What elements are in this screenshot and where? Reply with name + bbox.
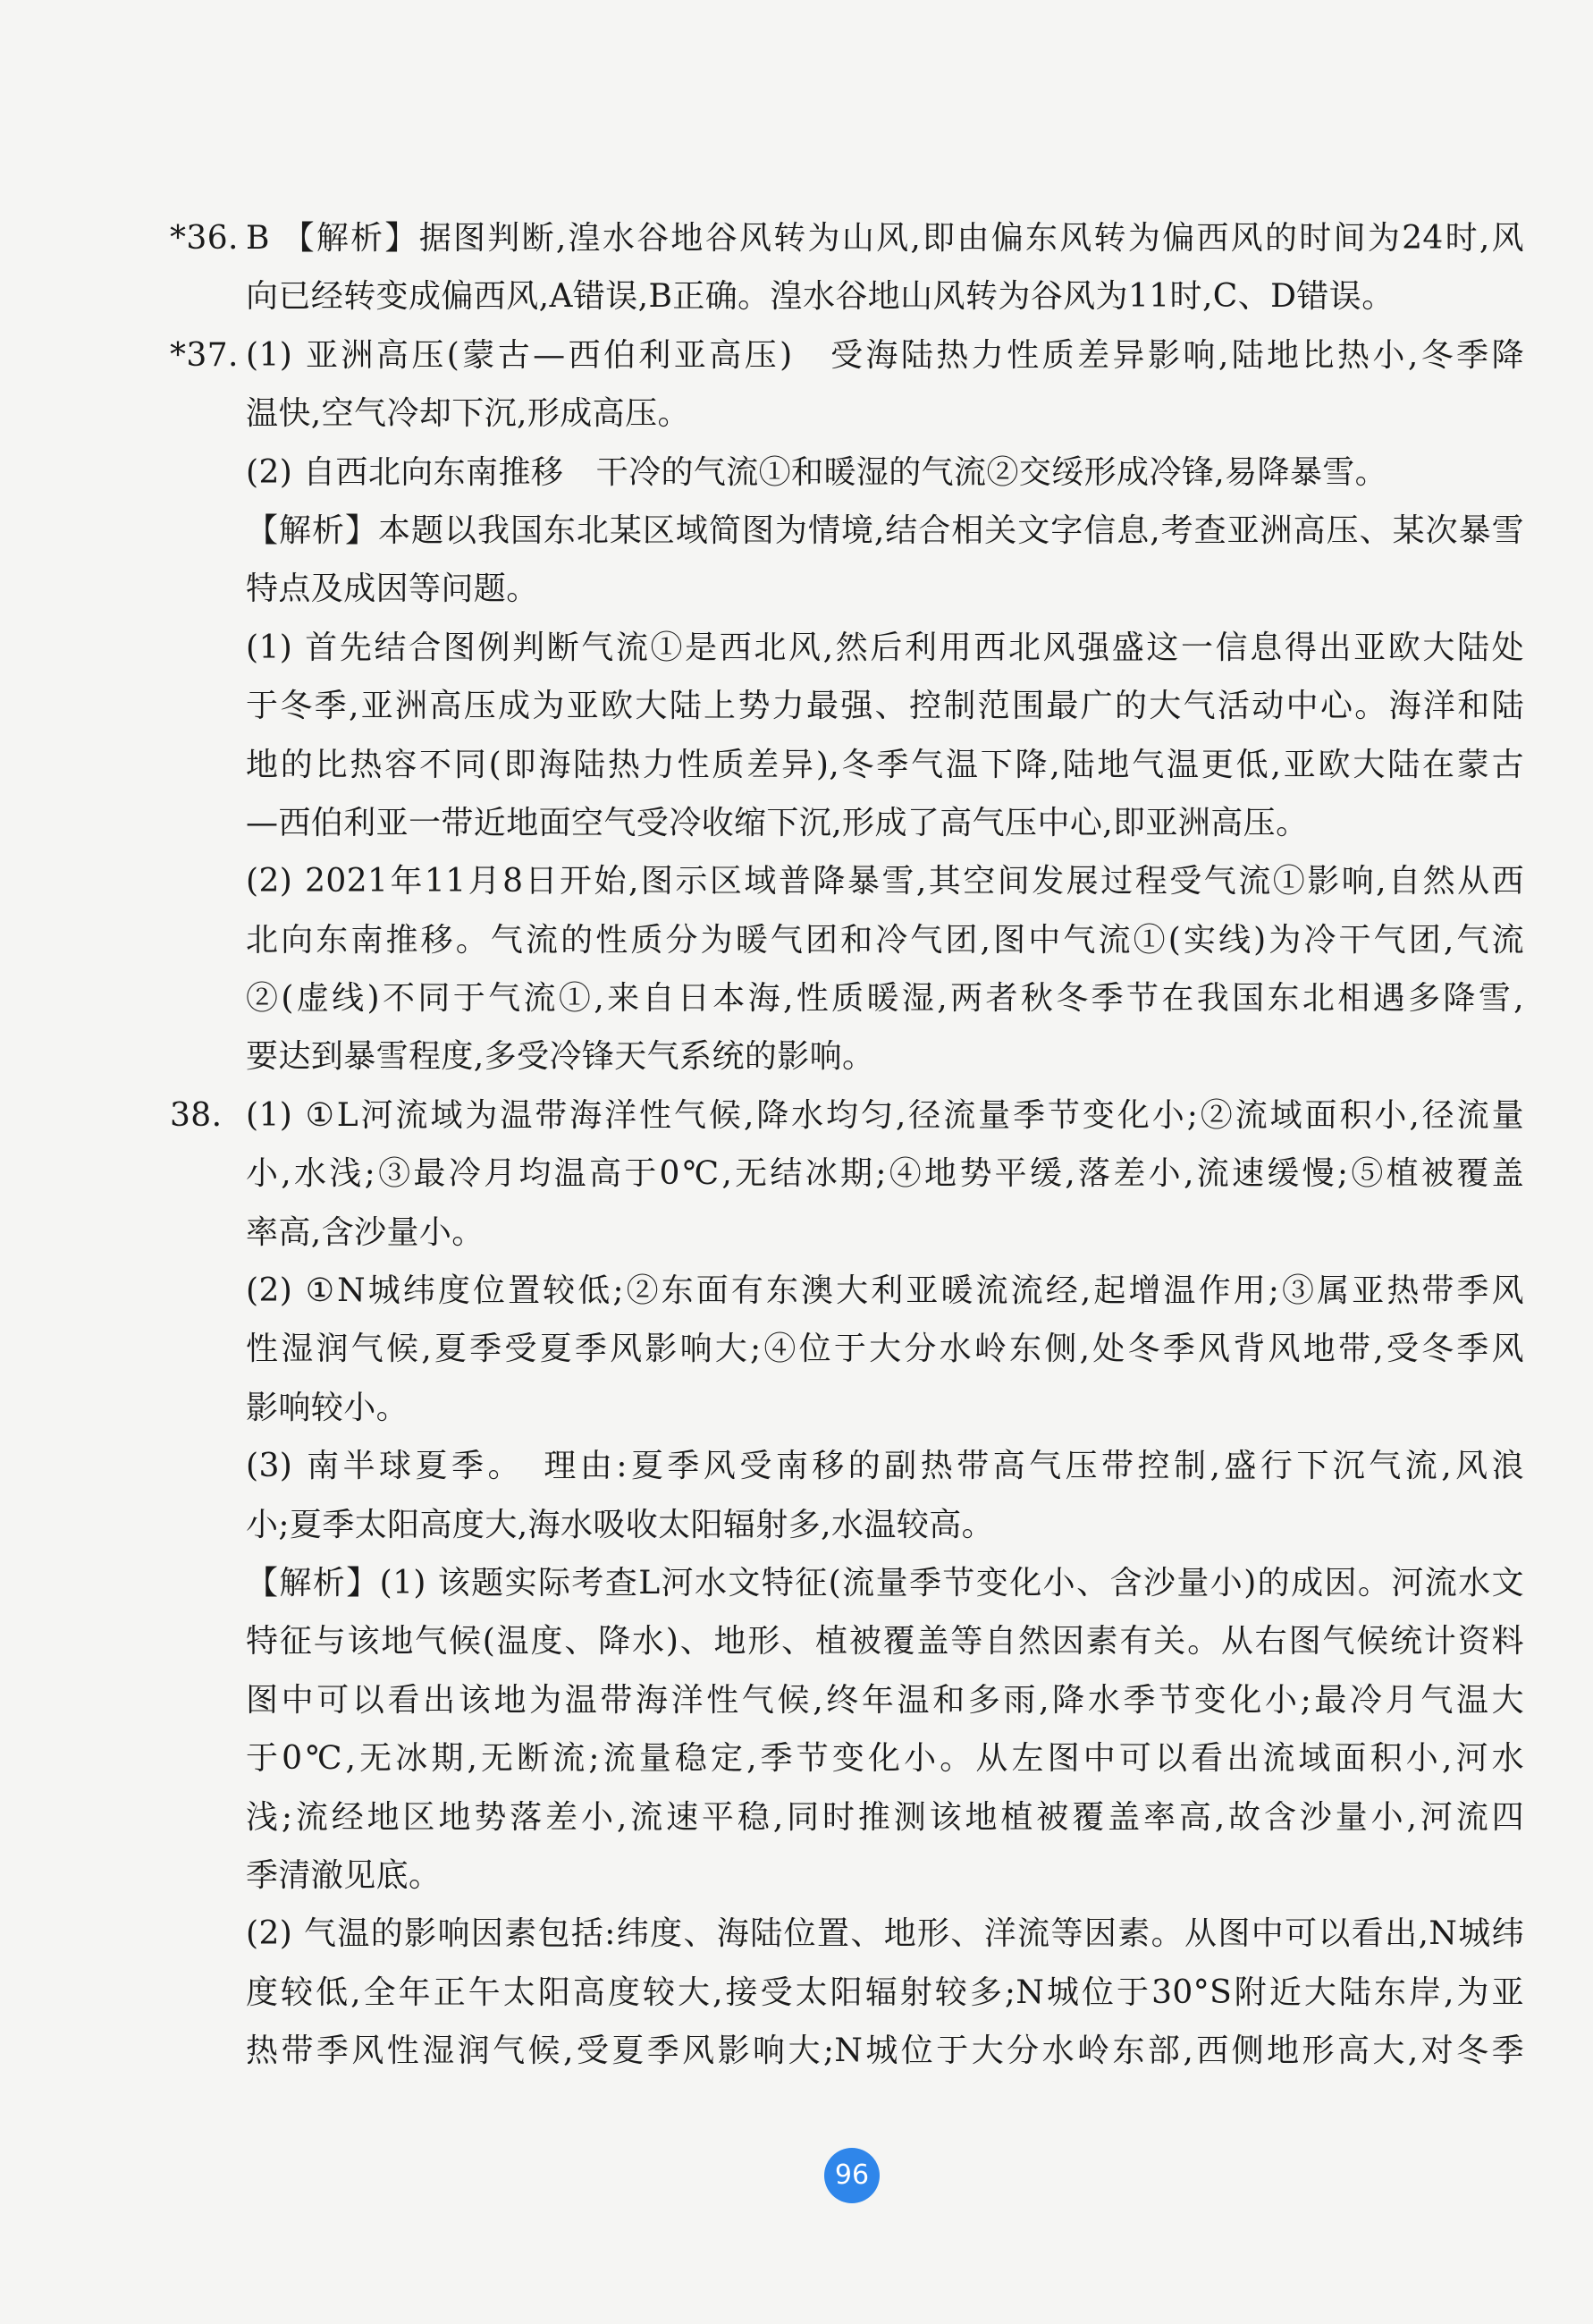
text-line	[0, 1788, 1593, 1847]
line-text: 率高,含沙量小。	[246, 1213, 485, 1251]
line-text: 于0℃,无冰期,无断流;流量稳定,季节变化小。从左图中可以看出流域面积小,河水	[246, 1740, 1524, 1778]
text-line	[0, 1847, 1593, 1905]
line-text: (1) 亚洲高压(蒙古—西伯利亚高压) 受海陆热力性质差异影响,陆地比热小,冬季降	[246, 336, 1524, 374]
text-line	[0, 209, 1593, 267]
text-line	[0, 677, 1593, 735]
line-text: 浅;流经地区地势落差小,流速平稳,同时推测该地植被覆盖率高,故含沙量小,河流四	[246, 1798, 1524, 1836]
text-line	[0, 1729, 1593, 1787]
text-line	[0, 1086, 1593, 1145]
text-line	[0, 1437, 1593, 1495]
text-line	[0, 1027, 1593, 1086]
line-text: (2) 2021年11月8日开始,图示区域普降暴雪,其空间发展过程受气流①影响,自然从西	[246, 863, 1524, 900]
line-text: (1) 首先结合图例判断气流①是西北风,然后利用西北风强盛这一信息得出亚欧大陆处	[246, 629, 1524, 666]
line-text: (3) 南半球夏季。 理由:夏季风受南移的副热带高气压带控制,盛行下沉气流,风浪	[246, 1448, 1524, 1485]
text-line	[0, 502, 1593, 560]
text-line	[0, 444, 1593, 502]
line-text: 特征与该地气候(温度、降水)、地形、植被覆盖等自然因素有关。从右图气候统计资料	[246, 1623, 1524, 1661]
line-text: 北向东南推移。气流的性质分为暖气团和冷气团,图中气流①(实线)为冷干气团,气流	[246, 921, 1524, 959]
line-text: (2) 气温的影响因素包括:纬度、海陆位置、地形、洋流等因素。从图中可以看出,N城纬	[246, 1915, 1524, 1953]
page-number-badge: 96	[824, 2148, 880, 2203]
line-text: 温快,空气冷却下沉,形成高压。	[246, 395, 690, 433]
line-text: 季清澈见底。	[246, 1856, 442, 1894]
line-text: 向已经转变成偏西风,A错误,B正确。湟水谷地山风转为谷风为11时,C、D错误。	[246, 278, 1395, 316]
text-line	[0, 1379, 1593, 1437]
text-line	[0, 267, 1593, 325]
text-line	[0, 1964, 1593, 2022]
question-number: *36.	[170, 220, 239, 257]
line-text: 于冬季,亚洲高压成为亚欧大陆上势力最强、控制范围最广的大气活动中心。海洋和陆	[246, 688, 1524, 725]
text-line	[0, 911, 1593, 969]
text-line	[0, 736, 1593, 794]
line-text: 要达到暴雪程度,多受冷锋天气系统的影响。	[246, 1038, 875, 1076]
text-line	[0, 852, 1593, 910]
text-line	[0, 1905, 1593, 1963]
text-line	[0, 1262, 1593, 1320]
line-text: 图中可以看出该地为温带海洋性气候,终年温和多雨,降水季节变化小;最冷月气温大	[246, 1681, 1524, 1719]
line-text: 地的比热容不同(即海陆热力性质差异),冬季气温下降,陆地气温更低,亚欧大陆在蒙古	[246, 746, 1524, 783]
text-line	[0, 1554, 1593, 1612]
line-text: —西伯利亚一带近地面空气受冷收缩下沉,形成了高气压中心,即亚洲高压。	[246, 804, 1309, 841]
line-text: (1) ①L河流域为温带海洋性气候,降水均匀,径流量季节变化小;②流域面积小,径流量	[246, 1096, 1524, 1134]
line-text: 小,水浅;③最冷月均温高于0℃,无结冰期;④地势平缓,落差小,流速缓慢;⑤植被覆盖	[246, 1155, 1524, 1193]
text-line	[0, 1320, 1593, 1378]
line-text: (2) ①N城纬度位置较低;②东面有东澳大利亚暖流流经,起增温作用;③属亚热带季风	[246, 1272, 1524, 1310]
text-line	[0, 1204, 1593, 1262]
text-line	[0, 1671, 1593, 1729]
text-line	[0, 1496, 1593, 1554]
text-line	[0, 326, 1593, 385]
line-text: 热带季风性湿润气候,受夏季风影响大;N城位于大分水岭东部,西侧地形高大,对冬季	[246, 2032, 1524, 2070]
line-text: (2) 自西北向东南推移 干冷的气流①和暖湿的气流②交绥形成冷锋,易降暴雪。	[246, 453, 1388, 491]
text-line	[0, 385, 1593, 443]
text-line	[0, 969, 1593, 1027]
line-text: ②(虚线)不同于气流①,来自日本海,性质暖湿,两者秋冬季节在我国东北相遇多降雪,	[246, 980, 1524, 1018]
line-text: 特点及成因等问题。	[246, 570, 539, 608]
text-line	[0, 2022, 1593, 2080]
text-line	[0, 560, 1593, 618]
question-number: 38.	[170, 1096, 223, 1134]
line-text: 性湿润气候,夏季受夏季风影响大;④位于大分水岭东侧,处冬季风背风地带,受冬季风	[246, 1331, 1524, 1368]
line-text: 度较低,全年正午太阳高度较大,接受太阳辐射较多;N城位于30°S附近大陆东岸,为亚	[246, 1973, 1524, 2011]
line-text: 小;夏季太阳高度大,海水吸收太阳辐射多,水温较高。	[246, 1506, 995, 1543]
line-text: 影响较小。	[246, 1389, 409, 1426]
answer-text-block	[0, 209, 1593, 2081]
text-line	[0, 1145, 1593, 1203]
line-text: 【解析】本题以我国东北某区域简图为情境,结合相关文字信息,考查亚洲高压、某次暴雪	[246, 511, 1524, 549]
question-number: *37.	[170, 336, 239, 374]
line-text: B 【解析】据图判断,湟水谷地谷风转为山风,即由偏东风转为偏西风的时间为24时,风	[246, 220, 1524, 257]
line-text: 【解析】(1) 该题实际考查L河水文特征(流量季节变化小、含沙量小)的成因。河流水文	[246, 1564, 1524, 1601]
text-line	[0, 1612, 1593, 1670]
text-line	[0, 619, 1593, 677]
text-line	[0, 794, 1593, 852]
